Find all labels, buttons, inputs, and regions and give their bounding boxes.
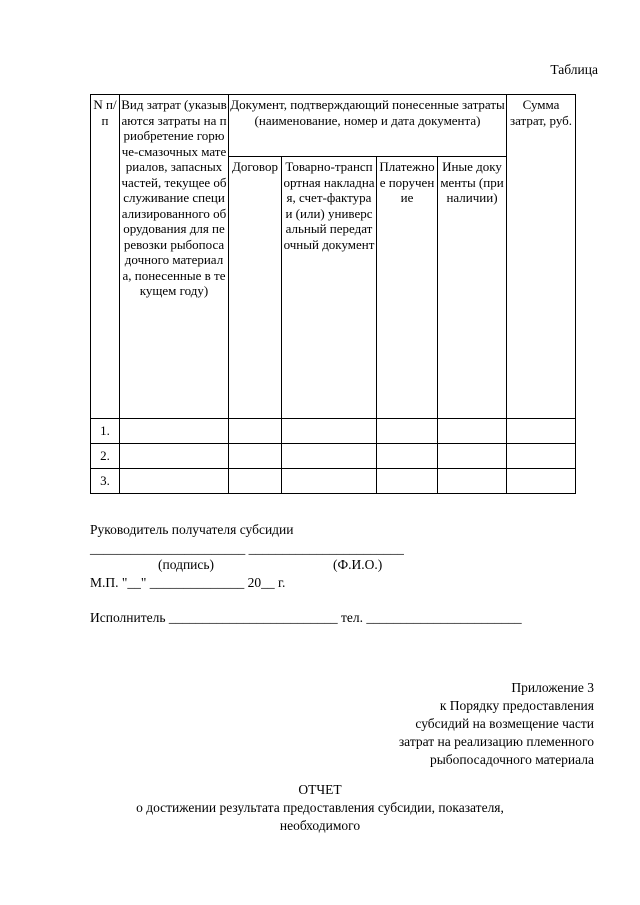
row-number: 3. — [91, 469, 120, 494]
table-cell[interactable] — [120, 444, 229, 469]
signature-caption: (подпись) — [158, 557, 215, 572]
header-sum: Сумма затрат, руб. — [507, 95, 576, 419]
report-title: ОТЧЕТ — [298, 782, 342, 797]
table-row — [91, 444, 576, 469]
head-label: Руководитель получателя субсидии — [90, 522, 294, 537]
appendix-line: Приложение 3 — [511, 680, 594, 695]
table-cell[interactable] — [229, 469, 282, 494]
table-cell[interactable] — [229, 419, 282, 444]
stamp-date-line[interactable]: М.П. "__" ______________ 20__ г. — [90, 575, 286, 590]
table-cell[interactable] — [120, 419, 229, 444]
table-cell[interactable] — [438, 419, 507, 444]
table-cell[interactable] — [377, 444, 438, 469]
table-cell[interactable] — [438, 444, 507, 469]
appendix-line: рыбопосадочного материала — [429, 752, 594, 767]
row-number: 2. — [91, 444, 120, 469]
header-num: N п/п — [91, 95, 120, 419]
appendix-line: субсидий на возмещение части — [415, 716, 594, 731]
table-cell[interactable] — [438, 469, 507, 494]
table-row — [91, 419, 576, 444]
header-other-docs: Иные документы (при наличии) — [438, 157, 507, 419]
table-cell[interactable] — [282, 419, 377, 444]
executor-line[interactable]: Исполнитель _________________________ тел. _______________________ — [90, 610, 522, 625]
header-document: Документ, подтверждающий понесенные затраты (наименование, номер и дата документа) — [229, 95, 507, 157]
table-cell[interactable] — [377, 419, 438, 444]
report-subtitle: необходимого — [279, 818, 361, 833]
table-cell[interactable] — [507, 419, 576, 444]
table-cell[interactable] — [120, 469, 229, 494]
table-cell[interactable] — [377, 469, 438, 494]
table-cell[interactable] — [507, 444, 576, 469]
table-cell[interactable] — [282, 469, 377, 494]
row-number: 1. — [91, 419, 120, 444]
name-caption: (Ф.И.О.) — [333, 557, 383, 572]
table-cell[interactable] — [507, 469, 576, 494]
table-label: Таблица — [550, 62, 598, 77]
signature-blank-line[interactable]: _______________________ _______________________ — [90, 541, 404, 556]
table-cell[interactable] — [229, 444, 282, 469]
header-cost-kind: Вид затрат (указываются затраты на приобретение горюче-смазочных материалов, запасных частей, текущее обслуживание специализированного оборудования для перевозки рыбопосадочного материала, понесенные в текущем году) — [120, 95, 229, 419]
report-subtitle: о достижении результата предоставления субсидии, показателя, — [136, 800, 504, 815]
header-waybill: Товарно-транспортная накладная, счет-фактура и (или) универсальный передаточный документ — [282, 157, 377, 419]
table-cell[interactable] — [282, 444, 377, 469]
appendix-line: к Порядку предоставления — [439, 698, 594, 713]
cost-table — [90, 94, 576, 494]
table-row — [91, 469, 576, 494]
appendix-line: затрат на реализацию племенного — [398, 734, 594, 749]
header-contract: Договор — [229, 157, 282, 419]
header-payment-order: Платежное поручение — [377, 157, 438, 419]
